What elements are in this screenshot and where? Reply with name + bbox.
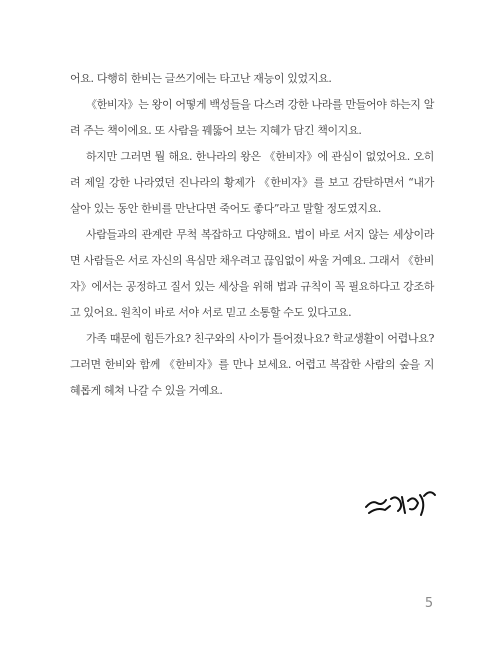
author-signature bbox=[360, 483, 440, 517]
paragraph-king-reaction: 하지만 그러면 뭘 해요. 한나라의 왕은 《한비자》에 관심이 없었어요. 오히려 제일 강한 나라였던 진나라의 황제가 《한비자》를 보고 감탄하면서 “내가 살아 있는 동안 한비를 만난다면 죽어도 좋다”라고 말할 정도였지요. bbox=[70, 150, 434, 215]
signature-stroke bbox=[369, 506, 390, 513]
signature-stroke bbox=[402, 497, 405, 513]
page-number: 5 bbox=[424, 596, 434, 611]
signature-stroke bbox=[391, 497, 401, 511]
body-text bbox=[70, 66, 434, 404]
signature-stroke bbox=[408, 498, 418, 509]
paragraph-invitation: 가족 때문에 힘든가요? 친구와의 사이가 틀어졌나요? 학교생활이 어렵나요? 그러면 한비와 함께 《한비자》를 만나 보세요. 어렵고 복잡한 사람의 숲을 지혜롭게 헤쳐 나갈 수 있을 거예요. bbox=[70, 332, 434, 397]
signature-stroke bbox=[424, 492, 435, 496]
paragraph-law-order: 사람들과의 관계란 무척 복잡하고 다양해요. 법이 바로 서지 않는 세상이라면 사람들은 서로 자신의 욕심만 채우려고 끊임없이 싸울 거예요. 그래서 《한비자》에서는 공정하고 질서 있는 세상을 위해 법과 규칙이 꼭 필요하다고 강조하고 있어요. 원칙이 바로 서야 서로 믿고 소통할 수도 있다고요. bbox=[70, 228, 434, 319]
signature-stroke bbox=[366, 500, 386, 507]
paragraph-book-intro: 《한비자》는 왕이 어떻게 백성들을 다스려 강한 나라를 만들어야 하는지 알려 주는 책이에요. 또 사람을 꿰뚫어 보는 지혜가 담긴 책이지요. bbox=[70, 98, 434, 137]
paragraph-continued: 어요. 다행히 한비는 글쓰기에는 타고난 재능이 있었지요. bbox=[70, 72, 332, 85]
signature-stroke bbox=[420, 495, 423, 515]
